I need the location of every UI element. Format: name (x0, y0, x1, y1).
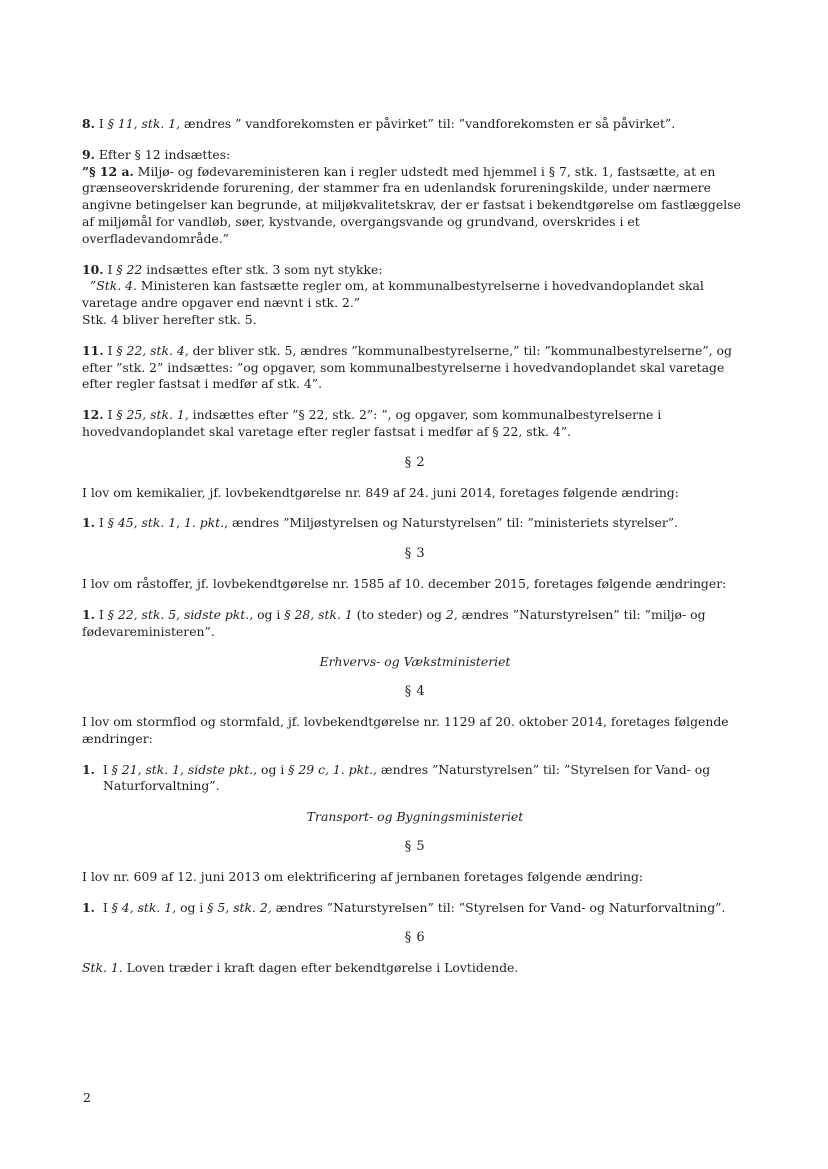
section-heading-2: § 2 (404, 454, 426, 470)
item-text: I (98, 761, 112, 777)
section-6-text (82, 960, 748, 977)
section-5-intro: I lov nr. 609 af 12. juni 2013 om elektrificering af jernbanen foretages følgende ændring: (82, 868, 644, 884)
item-reference: § 4, stk. 1, (111, 899, 177, 915)
item-text: I (94, 116, 108, 131)
item-reference: § 11, stk. 1, (107, 116, 181, 131)
ministry-heading: Transport- og Bygningsministeriet (306, 809, 524, 825)
item-reference: § 28, stk. 1 (284, 606, 353, 622)
amendment-item-9 (82, 147, 748, 248)
section-heading-4: § 4 (404, 684, 426, 700)
section-2-item-1 (82, 515, 748, 532)
item-text: I (103, 407, 117, 423)
item-text: ændres ” vandforekomsten er påvirket” til: ”vandforekomsten er så påvirket”. (180, 116, 676, 131)
item-intro: Efter § 12 indsættes: (94, 146, 231, 162)
item-number: 9. (82, 146, 95, 162)
section-heading-5: § 5 (404, 838, 426, 854)
item-number: 1. (82, 899, 95, 915)
amendment-item-12 (82, 407, 748, 441)
item-text: ændres ”Naturstyrelsen” til: ”miljø- og fødevareministeren”. (82, 606, 706, 639)
item-reference: § 22, stk. 5, sidste pkt., (107, 606, 254, 622)
item-number: 1. (82, 606, 95, 622)
item-number: 10. (82, 261, 104, 277)
item-text: og i (176, 899, 208, 915)
quoted-stk-text: Ministeren kan fastsætte regler om, at kommunalbestyrelserne i hovedvandoplandet skal varetage andre opgaver end nævnt i stk. 2.” (82, 278, 704, 311)
item-number: 1. (82, 761, 95, 777)
item-reference: § 21, stk. 1, sidste pkt., (111, 761, 258, 777)
section-4-intro: I lov om stormflod og stormfald, jf. lovbekendtgørelse nr. 1129 af 20. oktober 2014, foretages følgende ændringer: (82, 713, 729, 746)
new-section-heading: ”§ 12 a. (82, 163, 134, 179)
item-text: I (94, 515, 108, 531)
effective-date-text: Loven træder i kraft dagen efter bekendtgørelse i Lovtidende. (122, 960, 519, 976)
section-3-item-1 (82, 607, 748, 641)
item-text: I (103, 342, 117, 358)
stk-label: Stk. 1. (82, 960, 123, 976)
section-heading-6: § 6 (404, 930, 426, 946)
item-reference: § 22, stk. 4, (116, 342, 189, 358)
section-5-item-1 (82, 900, 748, 917)
item-reference: 2, (445, 606, 458, 622)
item-reference: § 45, stk. 1, 1. pkt., (107, 515, 229, 531)
item-text: indsættes efter stk. 3 som nyt stykke: (142, 261, 383, 277)
section-4-item-1 (82, 762, 748, 796)
item-note: Stk. 4 bliver herefter stk. 5. (82, 311, 257, 327)
document-body (82, 116, 748, 991)
ministry-heading: Erhvervs- og Vækstministeriet (319, 654, 511, 670)
new-section-text: Miljø- og fødevareministeren kan i regler udstedt med hjemmel i § 7, stk. 1, fastsætte, at en grænseoverskridende forurening, der stammer fra en udenlandsk forureningskilde, under nærmere angivne betingelser kan begrunde, at miljøkvalitetskrav, der er fastsat i bekendtgørelse om fastlæggelse af miljømål for vandløb, søer, kystvande, overgangsvande og grundvand, overskrides i et overfladevandområde.” (82, 163, 741, 246)
item-text: ændres ”Naturstyrelsen” til: ”Styrelsen for Vand- og Naturforvaltning”. (271, 899, 726, 915)
item-reference: § 29 c, 1. pkt., (288, 761, 377, 777)
item-text: ændres ”Naturstyrelsen” til: ”Styrelsen for Vand- og Naturforvaltning”. (103, 761, 711, 794)
item-text: indsættes efter ”§ 22, stk. 2”: ”, og opgaver, som kommunalbestyrelserne i hovedvandoplandet skal varetage efter regler fastsat i medfør af § 22, stk. 4”. (82, 407, 662, 439)
amendment-item-10 (82, 262, 748, 329)
item-reference: § 25, stk. 1, (116, 407, 189, 423)
page-number: 2 (83, 1090, 91, 1105)
item-number: 8. (82, 116, 95, 131)
amendment-item-11 (82, 343, 748, 393)
item-number: 11. (82, 342, 104, 358)
amendment-item-8 (82, 116, 748, 133)
item-text: ændres ”Miljøstyrelsen og Naturstyrelsen” til: ”ministeriets styrelser”. (228, 515, 679, 531)
item-text: og i (257, 761, 289, 777)
quoted-stk-heading: ”Stk. 4. (89, 278, 137, 294)
item-number: 12. (82, 407, 104, 423)
item-reference: § 5, stk. 2, (207, 899, 272, 915)
section-heading-3: § 3 (404, 546, 426, 562)
item-text: der bliver stk. 5, ændres ”kommunalbestyrelserne,” til: ”kommunalbestyrelserne”, og efter ”stk. 2” indsættes: ”og opgaver, som kommunalbestyrelserne i hovedvandoplandet skal varetage efter regler fastsat i medfør af stk. 4”. (82, 342, 732, 392)
item-text: I (94, 606, 108, 622)
item-text: (to steder) og (352, 606, 446, 622)
item-text: og i (253, 606, 285, 622)
item-number: 1. (82, 515, 95, 531)
item-reference: § 22 (116, 261, 143, 277)
item-text: I (103, 261, 117, 277)
section-2-intro: I lov om kemikalier, jf. lovbekendtgørelse nr. 849 af 24. juni 2014, foretages følgende ændring: (82, 484, 679, 500)
item-text: I (98, 899, 112, 915)
section-3-intro: I lov om råstoffer, jf. lovbekendtgørelse nr. 1585 af 10. december 2015, foretages følgende ændringer: (82, 575, 727, 591)
